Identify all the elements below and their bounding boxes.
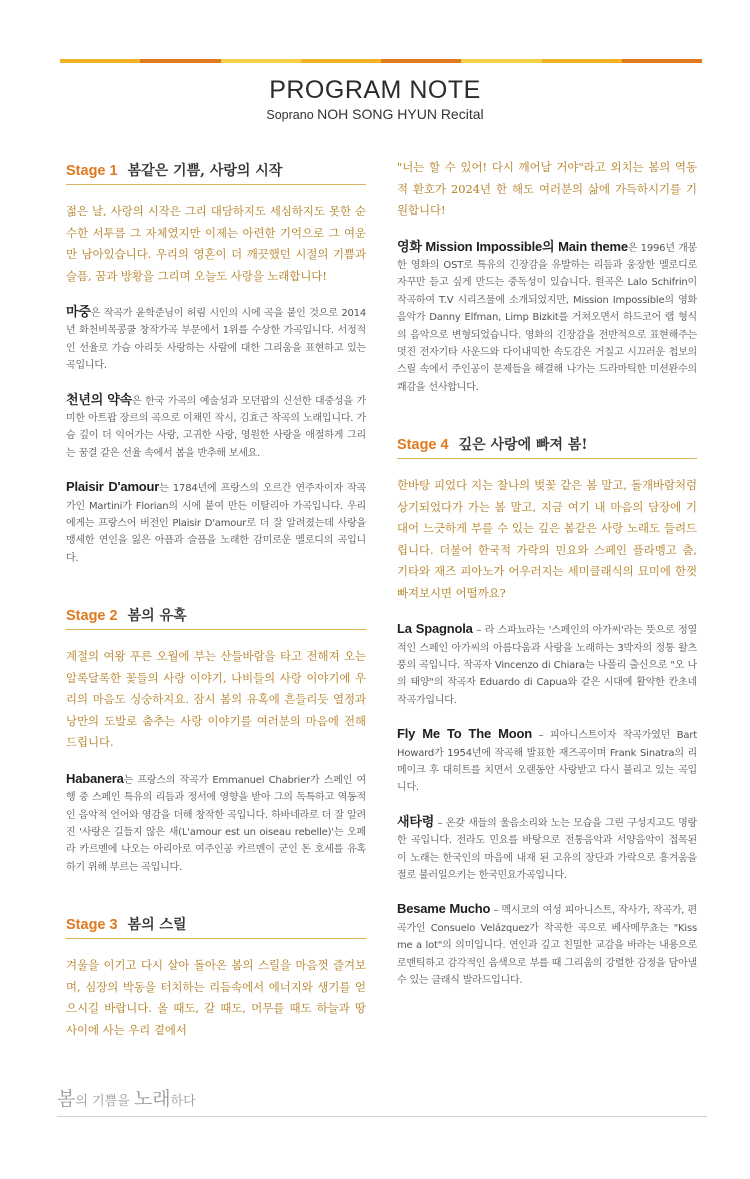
stage-title: 봄같은 기쁨, 사랑의 시작 [127, 163, 283, 179]
footer-word: 봄 [57, 1088, 76, 1110]
song-title: La Spagnola [397, 621, 473, 637]
stage4-lead: 한바탕 피었다 지는 찰나의 벚꽃 같은 봄 말고, 돌개바람처럼 상기되었다가 가는 봄 말고, 지금 여기 내 마음의 담장에 기대어 느긋하게 부를 수 있는 깊은 봄같은 사랑 노래도 들려드립니다. 더불어 한국적 가락의 민요와 스페인 플라멩고 춤, 기타와 재즈 피아노가 어우러지는 세미클래식의 묘미에 한껏 빠져보시면 어떨까요? [397, 478, 697, 600]
song-description: 는 1784년에 프랑스의 오르간 연주자이자 작곡가인 Martini가 Florian의 시에 붙여 만든 이탈리아 가곡입니다. 우리에게는 프랑스어 버전인 Plaisir D'amour로 더 잘 알려졌는데 사랑을 맹세한 연인을 잃은 아픔과 슬픔을 노래한 감미로운 멜로디의 곡입니다. [66, 483, 366, 564]
stage-title: 봄의 스릴 [127, 917, 187, 934]
bar-segment [542, 59, 622, 63]
song-title: 마중 [66, 304, 91, 319]
song-note [66, 770, 366, 876]
bar-segment [140, 59, 220, 63]
bar-segment [221, 59, 301, 63]
bar-segment [461, 59, 541, 63]
song-description: – 라 스파뇨라는 '스페인의 아가씨'라는 뜻으로 정열적인 스페인 아가씨의 아름다움과 사랑을 노래하는 3박자의 정통 왈츠풍의 곡입니다. 작곡자 Vincenzo di Chiara는 나폴리 출신으로 "오 나의 태양"의 작곡자 Eduardo di Capua와 같은 시대에 활약한 칸초네 작곡가입니다. [397, 625, 698, 706]
stage3-lead: 겨울을 이기고 다시 살아 돌아온 봄의 스릴을 마음껏 즐겨보며, 심장의 박동을 터치하는 리듬속에서 에너지와 생기를 얻으시길 바랍니다. 올 때도, 갈 때도, 머무를 때도 하늘과 땅 사이에 사는 우리 곁에서 [66, 958, 366, 1037]
song-note [66, 478, 366, 567]
song-note [397, 900, 697, 989]
stage-title: 봄의 유혹 [127, 608, 187, 625]
footer-divider [57, 1116, 707, 1117]
song-description: 는 프랑스의 작곡가 Emmanuel Chabrier가 스페인 여행 중 스페인 특유의 리듬과 정서에 영향을 받아 그의 독특하고 역동적인 음악적 언어와 영감을 더해 창작한 곡입니다. 하바네라로 더 잘 알려진 '사랑은 길들지 않은 새(L'amour est un oiseau rebelle)'는 오페라 카르멘에 나오는 아리아로 여주인공 카르멘이 군인 돈 호세를 유혹하기 위해 부르는 곡입니다. [66, 774, 366, 873]
stage-label: Stage 1 [66, 163, 118, 179]
song-title: Fly Me To The Moon [397, 726, 532, 742]
stage2-lead: 계절의 여왕 푸른 오월에 부는 산들바람을 타고 전해져 오는 알록달록한 꽃들의 사랑 이야기, 나비들의 사랑 이야기에 우리의 마음도 싱숭하지요. 잠시 봄의 유혹에 흔들리듯 열정과 낭만의 도발로 춤추는 사랑 이야기를 여러분의 마음에 전해드립니다. [66, 649, 366, 750]
song-description: – 온갖 새들의 울음소리와 노는 모습을 그린 구성지고도 명랑한 곡입니다. 전라도 민요를 바탕으로 전통음악과 서양음악이 접목된 이 노래는 한국인의 마음에 내재 된 고유의 장단과 가락으로 흥겨움을 절로 불러일으키는 한국민요가곡입니다. [397, 817, 697, 882]
stage3-heading [66, 914, 366, 939]
stage-label: Stage 2 [66, 608, 118, 625]
song-title: Besame Mucho [397, 901, 491, 917]
stage1-heading [66, 160, 366, 185]
stage2-heading [66, 605, 366, 630]
song-description: 은 작곡가 윤학준님이 허림 시인의 시에 곡을 붙인 것으로 2014년 화천비목콩쿨 창작가곡 부문에서 1위를 수상한 가곡입니다. 서정적인 선율로 가슴 아리듯 사랑하는 사람에 대한 그리움을 표현하고 있는 곡입니다. [66, 308, 366, 372]
song-title: Plaisir D'amour [66, 479, 160, 495]
song-title: 천년의 약속 [66, 391, 132, 407]
footer-word: 하다 [170, 1094, 196, 1109]
song-title: 새타령 [397, 813, 435, 829]
footer-word: 기쁨 [92, 1094, 118, 1109]
song-note [397, 725, 697, 797]
page-subtitle [0, 106, 750, 122]
footer-logo [57, 1084, 196, 1111]
stage-title: 깊은 사랑에 빠져 봄! [458, 437, 588, 454]
song-description: 은 한국 가곡의 예술성과 모던팝의 신선한 대중성을 가미한 아트팝 장르의 곡으로 이채민 작시, 김효근 작곡의 노래입니다. 가슴 깊이 더 익어가는 사랑, 고귀한 사랑, 영원한 사랑을 애절하게 그리는 꿈결 같은 선율 속에서 봄을 반추해 보세요. [66, 395, 366, 459]
stage-label: Stage 3 [66, 917, 118, 934]
stage4-heading [397, 434, 697, 459]
song-note [66, 303, 366, 375]
footer-word: 노래 [133, 1088, 171, 1110]
song-description: – 피아니스트이자 작곡가였던 Bart Howard가 1954년에 작곡해 발표한 재즈곡이며 Frank Sinatra의 리메이크 후 대히트를 치면서 오랜동안 사랑받고 다시 불리고 있는 곡입니다. [397, 730, 697, 794]
song-description: 은 1996년 개봉한 영화의 OST로 특유의 긴장감을 유발하는 리듬과 웅장한 멜로디로 자꾸만 듣고 싶게 만드는 중독성이 있습니다. 원곡은 Lalo Schifrin이 작곡하여 T.V 시리즈물에 소개되었지만, Mission Impossible의 영화음악가 Danny Elfman, Limp Bizkit를 거쳐오면서 하드코어 랩 형식의 음악으로 변형되었습니다. 영화의 긴장감을 전반적으로 표현해주는 멋진 전자기타 사운드와 다이내믹한 속도감은 거칠고 시끄러운 첩보의 스릴 속에서 주인공이 문제들을 해결해 나가는 드라마틱한 미션완수의 쾌감을 선사합니다. [397, 242, 697, 393]
top-color-bar [60, 59, 702, 63]
page-title: PROGRAM NOTE [269, 76, 481, 104]
page-header [0, 76, 750, 122]
song-title: Habanera [66, 770, 124, 786]
stage1-lead: 젊은 날, 사랑의 시작은 그리 대담하지도 세심하지도 못한 순수한 서투름 그 자체였지만 이제는 아련한 기억으로 그 여운만 남아있습니다. 우리의 영혼이 더 깨끗했던 시절의 기쁨과 슬픔, 꿈과 방황을 그리며 오늘도 사랑을 노래합니다! [66, 204, 366, 283]
bar-segment [60, 59, 140, 63]
footer-word: 을 [117, 1094, 134, 1109]
song-title: 영화 Mission Impossible의 Main theme [397, 238, 628, 254]
song-description: – 멕시코의 여성 피아니스트, 작사가, 작곡가, 편곡가인 Consuelo Velázquez가 작곡한 곡으로 베사메무쵸는 "Kiss me a lot"의 의미입니다. 연인과 깊고 친밀한 교감을 바라는 내용으로 로맨틱하고 감각적인 음색으로 부를 때 그리움의 강렬한 감정을 담아낼 수 있는 클래식 발라드입니다. [397, 905, 697, 987]
subtitle-name: NOH SONG HYUN Recital [317, 106, 484, 122]
bar-segment [381, 59, 461, 63]
song-note [397, 813, 697, 885]
bar-segment [622, 59, 702, 63]
footer-word: 의 [75, 1094, 93, 1109]
song-note [66, 391, 366, 463]
song-note [397, 620, 697, 709]
left-column [66, 160, 366, 1057]
subtitle-prefix: Soprano [266, 108, 314, 122]
song-note [397, 238, 697, 397]
right-column [397, 157, 697, 1005]
stage3-lead-continued: "너는 할 수 있어! 다시 깨어날 거야"라고 외치는 봄의 역동적 환호가 2024년 한 해도 여러분의 삶에 가득하시기를 기원합니다! [397, 160, 697, 217]
stage-label: Stage 4 [397, 437, 449, 454]
bar-segment [301, 59, 381, 63]
